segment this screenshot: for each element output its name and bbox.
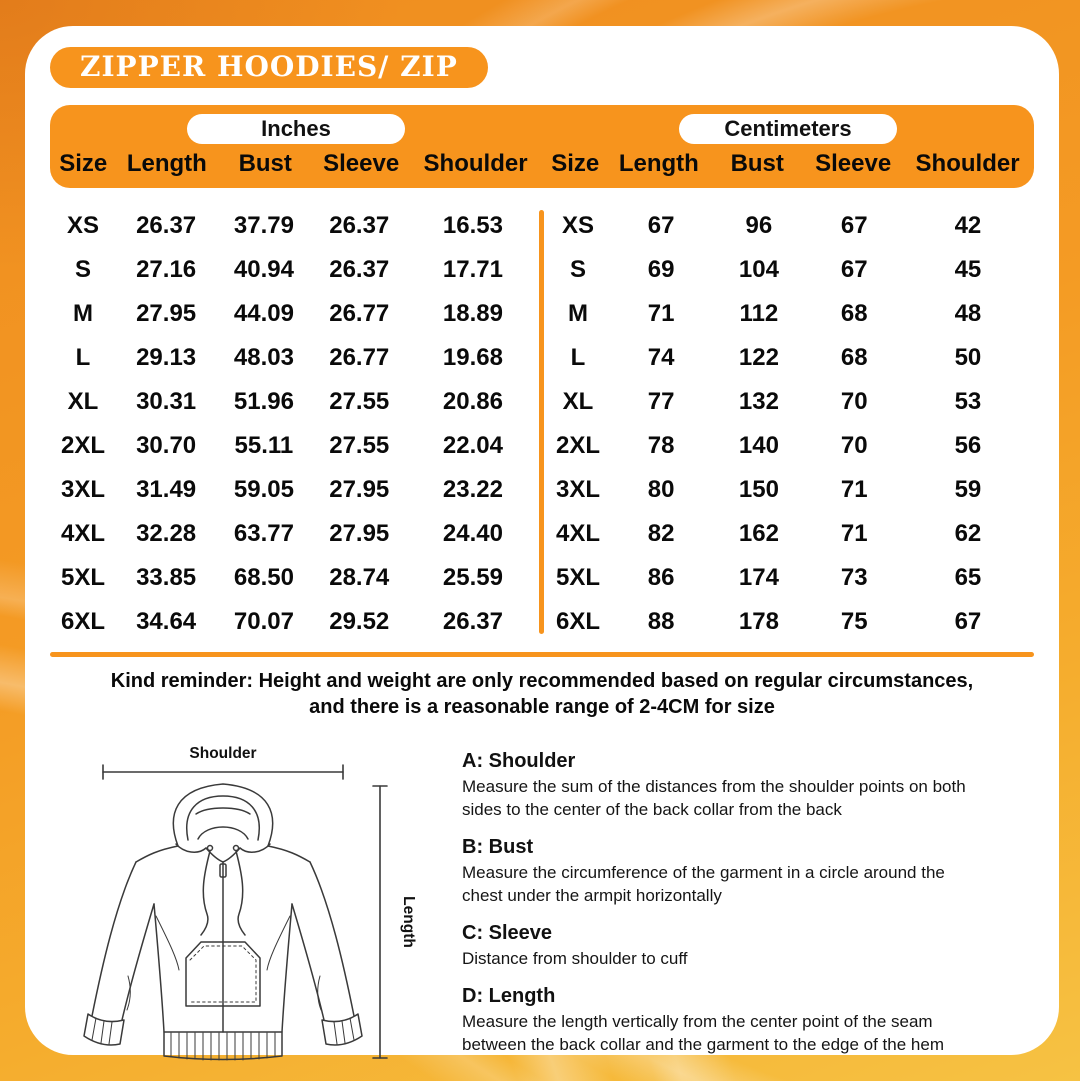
value-cell: 62	[954, 520, 982, 547]
size-cell: 4XL	[555, 520, 600, 547]
guide-heading: B: Bust	[462, 836, 534, 859]
value-cell: 82	[647, 520, 675, 547]
column-header: Bust	[238, 150, 292, 177]
size-cell: 5XL	[555, 564, 600, 591]
value-cell: 68	[840, 344, 868, 371]
size-cell: M	[73, 300, 93, 327]
size-cell: 4XL	[60, 520, 105, 547]
value-cell: 27.55	[329, 388, 390, 415]
centimeters-column-headers	[542, 144, 1034, 184]
size-cell: 5XL	[60, 564, 105, 591]
value-cell: 178	[738, 608, 779, 635]
guide-heading: A: Shoulder	[462, 750, 576, 773]
size-cell: S	[569, 256, 586, 283]
inches-table	[50, 204, 539, 644]
value-cell: 68	[840, 300, 868, 327]
value-cell: 67	[840, 212, 868, 239]
size-cell: L	[75, 344, 91, 371]
value-cell: 112	[739, 300, 779, 327]
inches-unit-label: Inches	[261, 116, 331, 141]
horizontal-rule	[50, 652, 1034, 657]
value-cell: 19.68	[442, 344, 503, 371]
value-cell: 86	[647, 564, 675, 591]
size-cell: XL	[67, 388, 99, 415]
table-divider	[539, 210, 544, 634]
column-header: Size	[551, 150, 600, 177]
value-cell: 34.64	[136, 608, 197, 635]
value-cell: 30.31	[136, 388, 197, 415]
value-cell: 17.71	[442, 256, 503, 283]
guide-body: Distance from shoulder to cuff	[462, 948, 688, 968]
size-cell: 3XL	[555, 476, 600, 503]
size-cell: 2XL	[60, 432, 105, 459]
value-cell: 48.03	[233, 344, 294, 371]
column-header: Length	[618, 150, 699, 177]
size-cell: 6XL	[60, 608, 105, 635]
title-badge	[50, 47, 488, 88]
value-cell: 44.09	[233, 300, 294, 327]
value-cell: 73	[840, 564, 868, 591]
value-cell: 18.89	[442, 300, 503, 327]
centimeters-table	[545, 204, 1034, 644]
value-cell: 53	[954, 388, 982, 415]
centimeters-unit-label: Centimeters	[724, 116, 852, 141]
size-chart-card	[25, 26, 1059, 1055]
guide-body: Measure the length vertically from the center point of the seam between the back collar and the garment to the edge of the hem	[462, 1012, 944, 1054]
value-cell: 26.77	[329, 344, 390, 371]
column-header: Shoulder	[423, 150, 528, 177]
value-cell: 50	[954, 344, 982, 371]
value-cell: 23.22	[442, 476, 503, 503]
value-cell: 140	[738, 432, 779, 459]
hoodie-diagram	[58, 744, 444, 1081]
kind-reminder	[50, 669, 1034, 720]
value-cell: 30.70	[136, 432, 197, 459]
guide-heading: C: Sleeve	[462, 921, 553, 944]
value-cell: 28.74	[329, 564, 390, 591]
value-cell: 122	[738, 344, 779, 371]
value-cell: 77	[647, 388, 675, 415]
value-cell: 29.13	[136, 344, 197, 371]
value-cell: 51.96	[233, 388, 294, 415]
value-cell: 26.77	[329, 300, 390, 327]
value-cell: 70	[840, 432, 868, 459]
value-cell: 70.07	[233, 608, 294, 635]
value-cell: 31.49	[136, 476, 197, 503]
table-header-band	[50, 105, 1034, 188]
value-cell: 40.94	[233, 256, 294, 283]
kind-reminder-line1: Kind reminder: Height and weight are only recommended based on regular circumstances,	[110, 670, 974, 692]
value-cell: 67	[840, 256, 868, 283]
column-header: Shoulder	[915, 150, 1020, 177]
value-cell: 67	[647, 212, 675, 239]
value-cell: 27.95	[136, 300, 197, 327]
value-cell: 22.04	[442, 432, 503, 459]
drawstring-left	[201, 851, 210, 935]
value-cell: 104	[738, 256, 779, 283]
size-cell: XS	[66, 212, 99, 239]
value-cell: 96	[745, 212, 773, 239]
inches-unit-pill	[187, 114, 405, 144]
value-cell: 150	[738, 476, 779, 503]
guide-body: Measure the sum of the distances from the shoulder points on both sides to the center of the back collar from the back	[462, 777, 966, 819]
size-tables	[50, 188, 1034, 644]
value-cell: 67	[954, 608, 982, 635]
value-cell: 16.53	[442, 212, 503, 239]
value-cell: 70	[840, 388, 868, 415]
column-header: Sleeve	[815, 150, 892, 177]
length-label: Length	[400, 896, 417, 949]
length-measure-line	[373, 786, 387, 1058]
size-cell: L	[570, 344, 586, 371]
value-cell: 45	[954, 256, 982, 283]
column-header: Bust	[730, 150, 784, 177]
value-cell: 59	[954, 476, 982, 503]
right-cuff	[322, 1014, 362, 1045]
value-cell: 65	[954, 564, 982, 591]
value-cell: 74	[647, 344, 675, 371]
value-cell: 33.85	[136, 564, 197, 591]
size-cell: 6XL	[555, 608, 600, 635]
value-cell: 27.16	[136, 256, 197, 283]
value-cell: 32.28	[136, 520, 197, 547]
hoodie-illustration	[58, 744, 438, 1076]
drawstring-right	[236, 851, 245, 935]
value-cell: 26.37	[329, 212, 390, 239]
value-cell: 63.77	[233, 520, 294, 547]
value-cell: 25.59	[442, 564, 503, 591]
centimeters-unit-pill	[679, 114, 897, 144]
value-cell: 71	[840, 520, 868, 547]
column-header: Length	[126, 150, 207, 177]
left-cuff	[84, 1014, 124, 1045]
value-cell: 71	[840, 476, 868, 503]
value-cell: 55.11	[234, 432, 294, 459]
size-cell: 2XL	[555, 432, 600, 459]
value-cell: 42	[954, 212, 982, 239]
value-cell: 24.40	[442, 520, 503, 547]
inches-header	[50, 114, 542, 184]
right-eyelet	[234, 846, 239, 851]
value-cell: 78	[647, 432, 675, 459]
shoulder-measure-line	[103, 765, 343, 779]
value-cell: 48	[954, 300, 982, 327]
guide-body: Measure the circumference of the garment in a circle around the chest under the armpit horizontally	[462, 863, 945, 905]
measurement-section	[50, 744, 1034, 1081]
value-cell: 174	[738, 564, 779, 591]
value-cell: 68.50	[233, 564, 294, 591]
page-title: ZIPPER HOODIES/ ZIP	[80, 49, 458, 83]
size-cell: 3XL	[60, 476, 105, 503]
size-cell: XL	[562, 388, 594, 415]
inches-column-headers	[50, 144, 542, 184]
value-cell: 80	[647, 476, 675, 503]
value-cell: 29.52	[329, 608, 390, 635]
size-cell: XS	[561, 212, 594, 239]
centimeters-header	[542, 114, 1034, 184]
shoulder-label: Shoulder	[189, 745, 257, 763]
value-cell: 20.86	[442, 388, 503, 415]
left-eyelet	[208, 846, 213, 851]
value-cell: 56	[954, 432, 982, 459]
value-cell: 27.55	[329, 432, 390, 459]
value-cell: 27.95	[329, 476, 390, 503]
size-cell: S	[74, 256, 91, 283]
value-cell: 88	[647, 608, 675, 635]
column-header: Sleeve	[323, 150, 400, 177]
hem-band	[164, 1032, 282, 1060]
value-cell: 27.95	[329, 520, 390, 547]
value-cell: 132	[738, 388, 779, 415]
value-cell: 26.37	[442, 608, 503, 635]
value-cell: 162	[738, 520, 779, 547]
kind-reminder-line2: and there is a reasonable range of 2-4CM for size	[309, 695, 775, 718]
column-header: Size	[59, 150, 108, 177]
guide-heading: D: Length	[462, 985, 556, 1008]
size-cell: M	[568, 300, 588, 327]
value-cell: 75	[840, 608, 868, 635]
value-cell: 69	[647, 256, 675, 283]
value-cell: 26.37	[136, 212, 197, 239]
value-cell: 37.79	[233, 212, 294, 239]
value-cell: 59.05	[233, 476, 294, 503]
value-cell: 71	[647, 300, 675, 327]
value-cell: 26.37	[329, 256, 390, 283]
measure-guide	[462, 744, 1002, 1081]
